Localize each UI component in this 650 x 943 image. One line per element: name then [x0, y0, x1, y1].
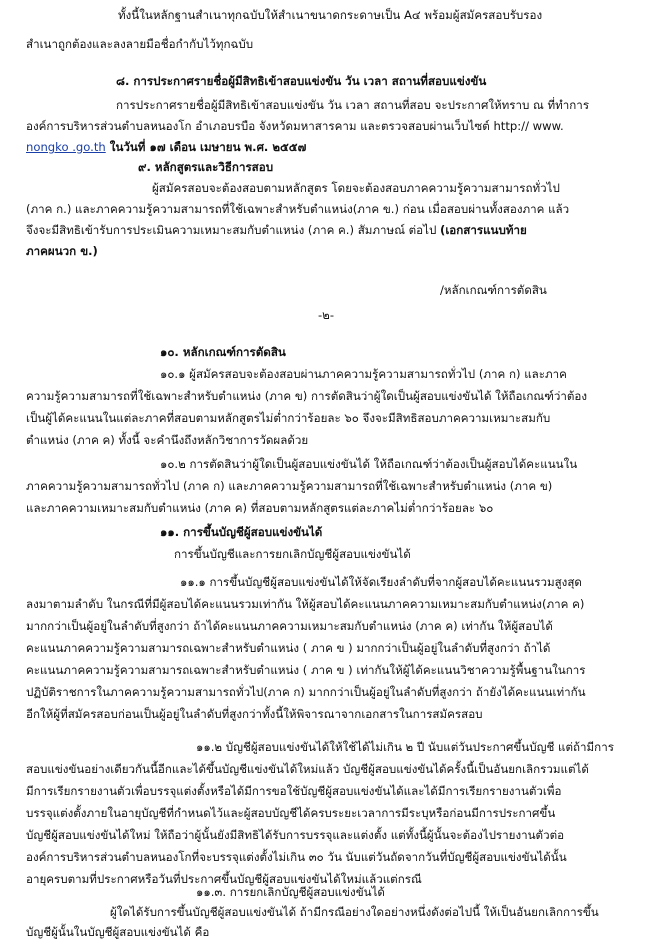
section-11-2-line-2: สอบแข่งขันอย่างเดียวกันนี้อีกและได้ขึ้นบัญชีแข่งขันได้ใหม่แล้ว บัญชีผู้สอบแข่งขันได้ครั้งนี้เป็นอันยกเลิกรวมแต่ได้: [26, 762, 589, 776]
section-11-3-line-2: บัญชีผู้นั้นในบัญชีผู้สอบแข่งขันได้ คือ: [26, 925, 210, 939]
section-11-heading: ๑๑. การขึ้นบัญชีผู้สอบแข่งขันได้: [160, 525, 323, 539]
section-9-line-3: [26, 223, 527, 238]
section-11-1-line-2: ลงมาตามลำดับ ในกรณีที่มีผู้สอบได้คะแนนรวมเท่ากัน ให้ผู้สอบได้คะแนนภาคความเหมาะสมกับตำแหน่ง(ภาค ค): [26, 597, 585, 611]
attachment-note-2: ภาคผนวก ข.): [26, 244, 98, 258]
section-8-line-1: การประกาศรายชื่อผู้มีสิทธิเข้าสอบแข่งขัน วัน เวลา สถานที่สอบ จะประกาศให้ทราบ ณ ที่ทำการ: [116, 98, 590, 112]
section-11-2-line-4: บรรจุแต่งตั้งภายในอายุบัญชีที่กำหนดไว้และผู้สอบบัญชีได้ครบระยะเวลาการมีระบุหรือก่อนมีการประกาศขึ้น: [26, 806, 556, 820]
section-8-heading: ๘. การประกาศรายชื่อผู้มีสิทธิเข้าสอบแข่งขัน วัน เวลา สถานที่สอบแข่งขัน: [116, 74, 487, 88]
announcement-date: ในวันที่ ๑๗ เดือน เมษายน พ.ศ. ๒๕๕๗: [105, 140, 307, 154]
section-11-2-line-5: บัญชีผู้สอบแข่งขันได้ใหม่ ให้ถือว่าผู้นั้นยังมีสิทธิได้รับการบรรจุและแต่งตั้ง แต่ทั้งนี้ผู้นั้นจะต้องไปรายงานตัวต่อ: [26, 828, 565, 842]
attachment-note: (เอกสารแนบท้าย: [440, 223, 527, 237]
section-11-2-line-7: อายุครบตามที่ประกาศหรือวันที่ประกาศขึ้นบัญชีผู้สอบแข่งขันได้ใหม่แล้วแต่กรณี: [26, 872, 422, 886]
section-11-1-line-7: อีกให้ผู้ที่สมัครสอบก่อนเป็นผู้อยู่ในลำดับที่สูงกว่าทั้งนี้ให้พิจารณาจากเอกสารในการสมัครสอบ: [26, 707, 483, 721]
section-10-heading: ๑๐. หลักเกณฑ์การตัดสิน: [160, 345, 286, 359]
section-10-1-line-1: ๑๐.๑ ผู้สมัครสอบจะต้องสอบผ่านภาคความรู้ความสามารถทั่วไป (ภาค ก) และภาค: [160, 367, 567, 381]
section-10-2-line-2: ภาคความรู้ความสามารถทั่วไป (ภาค ก) และภาคความรู้ความสามารถที่ใช้เฉพาะสำหรับตำแหน่ง (ภาค ข): [26, 479, 553, 493]
section-11-1-line-6: ปฏิบัติราชการในภาคความรู้ความสามารถทั่วไป(ภาค ก) มากกว่าเป็นผู้อยู่ในลำดับที่สูงกว่า ถ้ายังได้คะแนนเท่ากัน: [26, 685, 586, 699]
section-9-line-2: (ภาค ก.) และภาคความรู้ความสามารถที่ใช้เฉพาะสำหรับตำแหน่ง(ภาค ข.) ก่อน เมื่อสอบผ่านทั้งสองภาค แล้ว: [26, 202, 570, 216]
section-11-2-line-3: มีการเรียกรายงานตัวเพื่อบรรจุแต่งตั้งหรือได้มีการขอใช้บัญชีผู้สอบแข่งขันได้และได้มีการเรียกรายงานตัวเพื่อ: [26, 784, 562, 798]
section-9-heading: ๙. หลักสูตรและวิธีการสอบ: [138, 160, 274, 174]
section-11-3-heading: ๑๑.๓. การยกเลิกบัญชีผู้สอบแข่งขันได้: [196, 885, 385, 899]
section-9-line-3-text: จึงจะมีสิทธิเข้ารับการประเมินความเหมาะสมกับตำแหน่ง (ภาค ค.) สัมภาษณ์ ต่อไป: [26, 223, 437, 237]
section-11-1-line-1: ๑๑.๑ การขึ้นบัญชีผู้สอบแข่งขันได้ให้จัดเรียงลำดับที่จากผู้สอบได้คะแนนรวมสูงสุด: [180, 575, 582, 589]
intro-line-2: สำเนาถูกต้องและลงลายมือชื่อกำกับไว้ทุกฉบับ: [26, 37, 254, 51]
section-10-1-line-2: ความรู้ความสามารถที่ใช้เฉพาะสำหรับตำแหน่ง (ภาค ข) การตัดสินว่าผู้ใดเป็นผู้สอบแข่งขันได้ ให้ถือเกณฑ์ว่าต้อง: [26, 389, 587, 403]
section-11-2-line-1: ๑๑.๒ บัญชีผู้สอบแข่งขันได้ให้ใช้ได้ไม่เกิน ๒ ปี นับแต่วันประกาศขึ้นบัญชี แต่ถ้ามีการ: [196, 740, 614, 754]
section-10-2-line-1: ๑๐.๒ การตัดสินว่าผู้ใดเป็นผู้สอบแข่งขันได้ ให้ถือเกณฑ์ว่าต้องเป็นผู้สอบได้คะแนนใน: [160, 457, 578, 471]
section-11-1-line-3: มากกว่าเป็นผู้อยู่ในลำดับที่สูงกว่า ถ้าได้คะแนนภาคความเหมาะสมกับตำแหน่ง (ภาค ค) เท่ากัน ให้ผู้สอบได้: [26, 619, 553, 633]
intro-line-1: ทั้งนี้ในหลักฐานสำเนาทุกฉบับให้สำเนาขนาดกระดาษเป็น A๔ พร้อมผู้สมัครสอบรับรอง: [118, 8, 543, 22]
section-9-line-1: ผู้สมัครสอบจะต้องสอบตามหลักสูตร โดยจะต้องสอบภาคความรู้ความสามารถทั่วไป: [152, 181, 560, 195]
next-heading-note: /หลักเกณฑ์การตัดสิน: [440, 283, 547, 297]
section-11-subheading: การขึ้นบัญชีและการยกเลิกบัญชีผู้สอบแข่งขันได้: [174, 547, 411, 561]
section-10-1-line-4: ตำแหน่ง (ภาค ค) ทั้งนี้ จะคำนึงถึงหลักวิชาการวัดผลด้วย: [26, 433, 309, 447]
website-link[interactable]: nongko .go.th: [26, 140, 106, 154]
section-11-1-line-5: คะแนนภาคความรู้ความสามารถเฉพาะสำหรับตำแหน่ง ( ภาค ข ) เท่ากันให้ผู้ได้คะแนนวิชาความรู้พื้นฐานในการ: [26, 663, 586, 677]
page-number: -๒-: [318, 308, 335, 322]
section-11-3-line-1: ผู้ใดได้รับการขึ้นบัญชีผู้สอบแข่งขันได้ ถ้ามีกรณีอย่างใดอย่างหนึ่งดังต่อไปนี้ ให้เป็นอันยกเลิกการขึ้น: [110, 905, 599, 919]
section-10-2-line-3: และภาคความเหมาะสมกับตำแหน่ง (ภาค ค) ที่สอบตามหลักสูตรแต่ละภาคไม่ต่ำกว่าร้อยละ ๖๐: [26, 501, 494, 515]
section-11-2-line-6: องค์การบริหารส่วนตำบลหนองโกที่จะบรรจุแต่งตั้งไม่เกิน ๓๐ วัน นับแต่วันถัดจากวันที่บัญชีผู้สอบแข่งขันได้นั้น: [26, 850, 567, 864]
section-10-1-line-3: เป็นผู้ได้คะแนนในแต่ละภาคที่สอบตามหลักสูตรไม่ต่ำกว่าร้อยละ ๖๐ จึงจะมีสิทธิสอบภาคความเหมาะสมกับ: [26, 411, 551, 425]
section-8-line-3: [26, 140, 306, 155]
section-8-line-2: องค์การบริหารส่วนตำบลหนองโก อำเภอบรบือ จังหวัดมหาสารคาม และตรวจสอบผ่านเว็บไซต์ http:// www.: [26, 119, 564, 133]
section-11-1-line-4: คะแนนภาคความรู้ความสามารถเฉพาะสำหรับตำแหน่ง ( ภาค ข ) มากกว่าเป็นผู้อยู่ในลำดับที่สูงกว่า ถ้าได้: [26, 641, 551, 655]
